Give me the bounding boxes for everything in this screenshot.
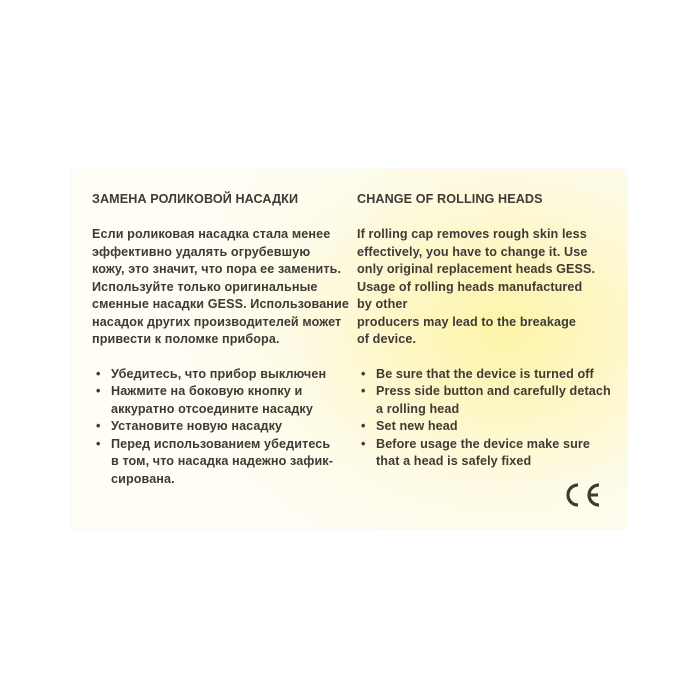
list-item xyxy=(92,366,362,384)
paragraph-line: by other xyxy=(357,297,408,311)
paragraph-line: effectively, you have to change it. Use xyxy=(357,244,588,259)
bullet-icon: • xyxy=(96,384,101,398)
list-item xyxy=(357,383,622,418)
list-item-text: аккуратно отсоедините насадку xyxy=(111,401,313,416)
bullet-icon: • xyxy=(96,366,101,381)
instruction-card xyxy=(72,169,627,529)
list-item-text: в том, что насадка надежно зафик- xyxy=(111,454,333,468)
russian-heading: ЗАМЕНА РОЛИКОВОЙ НАСАДКИ xyxy=(92,192,299,206)
paragraph-line: Если роликовая насадка стала менее xyxy=(92,227,331,241)
list-item xyxy=(357,366,622,384)
paragraph-line: Используйте только оригинальные xyxy=(92,279,318,294)
list-item-text: Перед использованием убедитесь xyxy=(111,436,331,451)
paragraph-line: сменные насадки GESS. Использование xyxy=(92,297,349,311)
list-item-text: Нажмите на боковую кнопку и xyxy=(111,384,303,398)
paragraph-line: привести к поломке прибора. xyxy=(92,332,280,346)
ce-mark-icon xyxy=(561,481,603,509)
list-item-text: Before usage the device make sure xyxy=(376,436,590,451)
list-item-text: that a head is safely fixed xyxy=(376,454,532,468)
list-item xyxy=(92,418,362,436)
paragraph-line: насадок других производителей может xyxy=(92,314,342,329)
list-item-text: сирована. xyxy=(111,471,175,486)
english-column xyxy=(357,191,622,471)
paragraph-line: producers may lead to the breakage xyxy=(357,314,576,329)
english-bullet-list xyxy=(357,366,622,471)
bullet-icon: • xyxy=(361,419,366,433)
list-item xyxy=(357,436,622,471)
russian-bullet-list xyxy=(92,366,362,489)
list-item-text: Set new head xyxy=(376,419,458,433)
paragraph-line: Usage of rolling heads manufactured xyxy=(357,279,583,294)
list-item xyxy=(92,436,362,489)
list-item xyxy=(92,383,362,418)
bullet-icon: • xyxy=(361,436,366,451)
russian-paragraph xyxy=(92,226,362,349)
list-item xyxy=(357,418,622,436)
list-item-text: Убедитесь, что прибор выключен xyxy=(111,366,327,381)
list-item-text: Установите новую насадку xyxy=(111,419,283,433)
russian-column xyxy=(92,191,362,488)
bullet-icon: • xyxy=(361,384,366,398)
bullet-icon: • xyxy=(361,366,366,381)
paragraph-line: only original replacement heads GESS. xyxy=(357,262,596,276)
bullet-icon: • xyxy=(96,419,101,433)
english-heading: CHANGE OF ROLLING HEADS xyxy=(357,192,543,206)
list-item-text: a rolling head xyxy=(376,401,460,416)
paragraph-line: кожу, это значит, что пора ее заменить. xyxy=(92,262,342,276)
bullet-icon: • xyxy=(96,436,101,451)
list-item-text: Be sure that the device is turned off xyxy=(376,366,594,381)
list-item-text: Press side button and carefully detach xyxy=(376,384,611,398)
paragraph-line: If rolling cap removes rough skin less xyxy=(357,227,587,241)
paragraph-line: of device. xyxy=(357,332,417,346)
paragraph-line: эффективно удалять огрубевшую xyxy=(92,244,311,259)
english-paragraph xyxy=(357,226,622,349)
